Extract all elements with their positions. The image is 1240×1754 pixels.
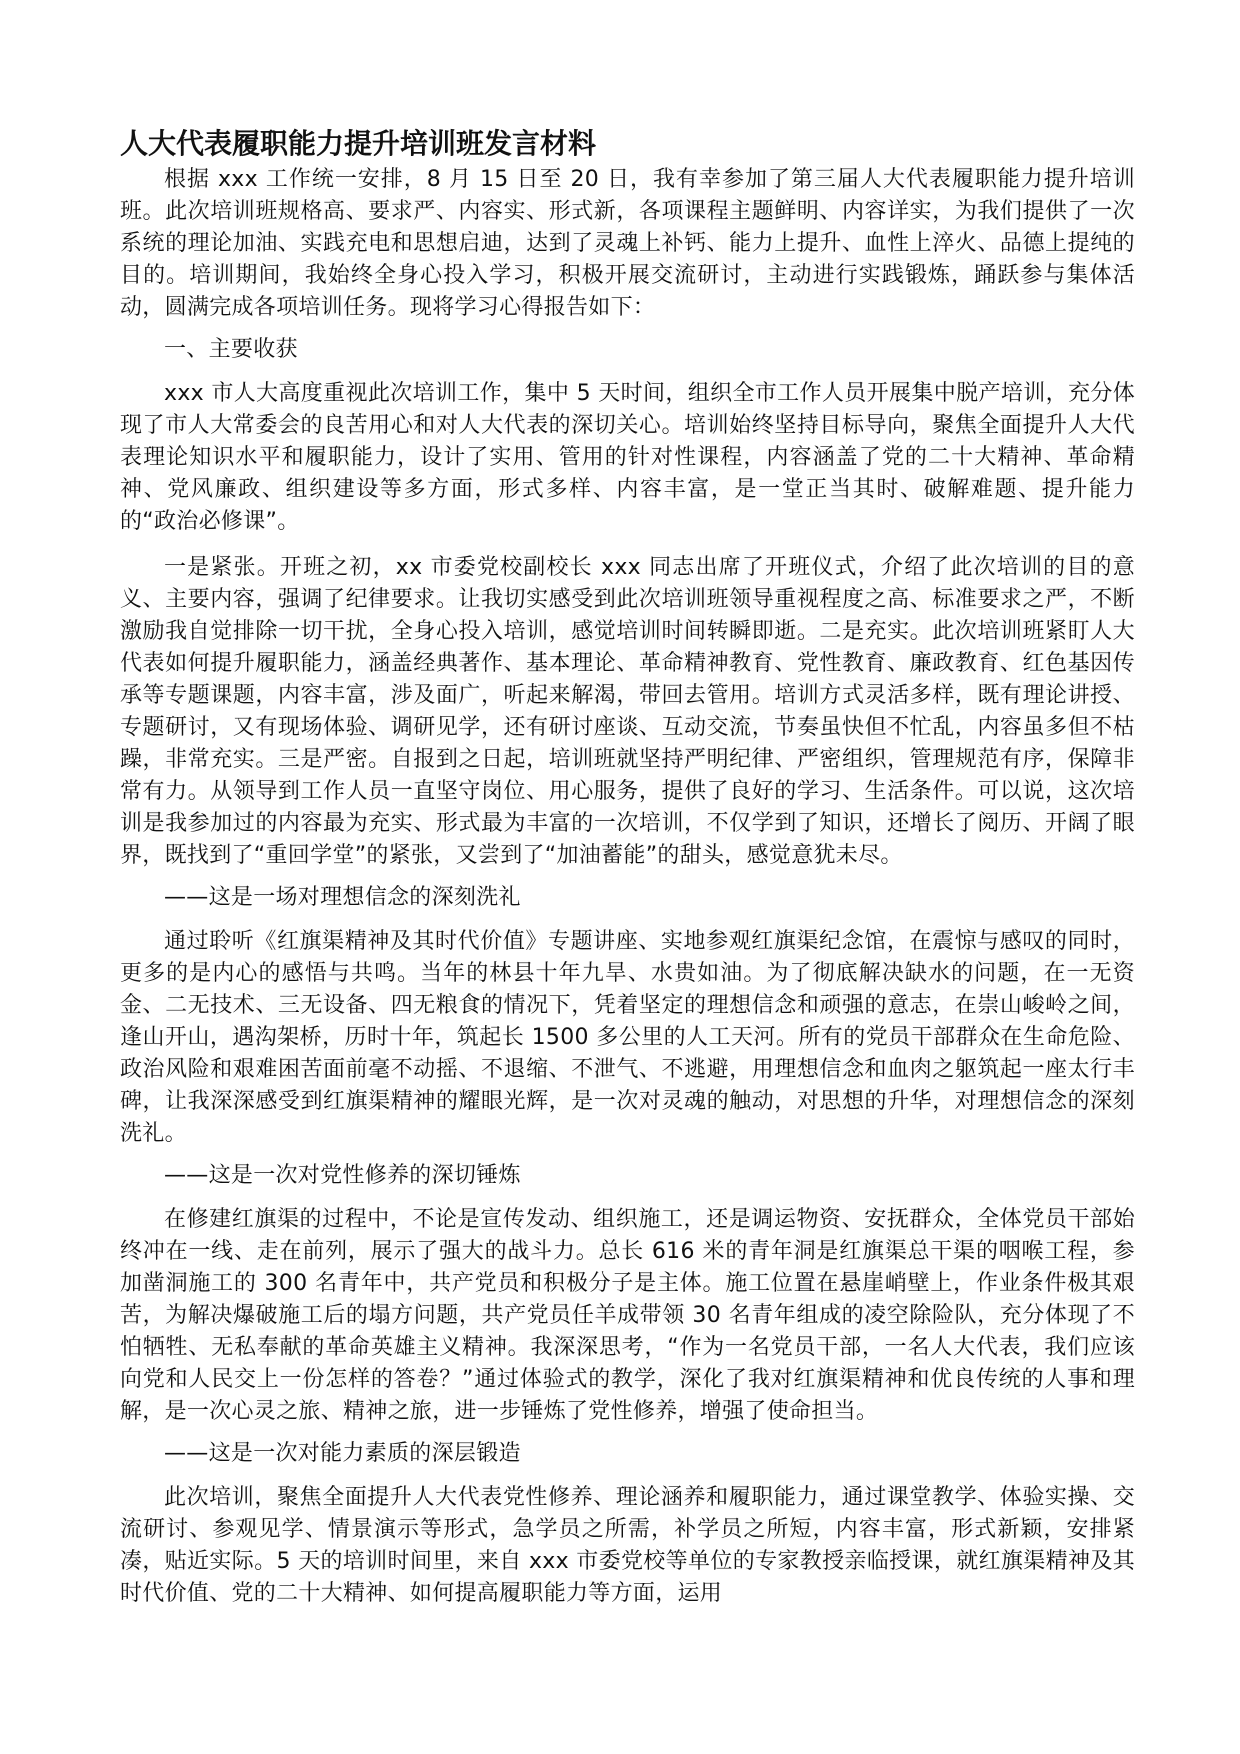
subheading-party-spirit: ——这是一次对党性修养的深切锤炼 [164,1163,521,1188]
subheading-ideals: ——这是一场对理想信念的深刻洗礼 [164,885,521,910]
body-paragraph: 一是紧张。开班之初，xx 市委党校副校长 xxx 同志出席了开班仪式，介绍了此次培训的目的意义、主要内容，强调了纪律要求。让我切实感受到此次培训班领导重视程度之高、标准要求之严，不断激励我自觉排除一切干扰，全身心投入培训，感觉培训时间转瞬即逝。二是充实。此次培训班紧盯人大代表如何提升履职能力，涵盖经典著作、基本理论、革命精神教育、党性教育、廉政教育、红色基因传承等专题课题，内容丰富，涉及面广，听起来解渴，带回去管用。培训方式灵活多样，既有理论讲授、专题研讨，又有现场体验、调研见学，还有研讨座谈、互动交流，节奏虽快但不忙乱，内容虽多但不枯躁，非常充实。三是严密。自报到之日起，培训班就坚持严明纪律、严密组织，管理规范有序，保障非常有力。从领导到工作人员一直坚守岗位、用心服务，提供了良好的学习、生活条件。可以说，这次培训是我参加过的内容最为充实、形式最为丰富的一次培训，不仅学到了知识，还增长了阅历、开阔了眼界，既找到了“重回学堂”的紧张，又尝到了“加油蓄能”的甜头，感觉意犹未尽。 [120,555,1135,868]
body-paragraph: 此次培训，聚焦全面提升人大代表党性修养、理论涵养和履职能力，通过课堂教学、体验实操、交流研讨、参观见学、情景演示等形式，急学员之所需，补学员之所短，内容丰富，形式新颖，安排紧凑，贴近实际。5 天的培训时间里，来自 xxx 市委党校等单位的专家教授亲临授课，就红旗渠精神及其时代价值、党的二十大精神、如何提高履职能力等方面，运用 [120,1485,1135,1606]
subheading-ability: ——这是一次对能力素质的深层锻造 [164,1441,521,1466]
section-heading-main-gains: 一、主要收获 [164,337,298,362]
document-title: 人大代表履职能力提升培训班发言材料 [120,127,597,160]
body-paragraph: xxx 市人大高度重视此次培训工作，集中 5 天时间，组织全市工作人员开展集中脱产培训，充分体现了市人大常委会的良苦用心和对人大代表的深切关心。培训始终坚持目标导向，聚焦全面提升人大代表理论知识水平和履职能力，设计了实用、管用的针对性课程，内容涵盖了党的二十大精神、革命精神、党风廉政、组织建设等多方面，形式多样、内容丰富，是一堂正当其时、破解难题、提升能力的“政治必修课”。 [120,381,1135,534]
body-paragraph: 在修建红旗渠的过程中，不论是宣传发动、组织施工，还是调运物资、安抚群众，全体党员干部始终冲在一线、走在前列，展示了强大的战斗力。总长 616 米的青年洞是红旗渠总干渠的咽喉工程，参加凿洞施工的 300 名青年中，共产党员和积极分子是主体。施工位置在悬崖峭壁上，作业条件极其艰苦，为解决爆破施工后的塌方问题，共产党员任羊成带领 30 名青年组成的凌空除险队，充分体现了不怕牺牲、无私奉献的革命英雄主义精神。我深深思考，“作为一名党员干部，一名人大代表，我们应该向党和人民交上一份怎样的答卷？”通过体验式的教学，深化了我对红旗渠精神和优良传统的人事和理解，是一次心灵之旅、精神之旅，进一步锤炼了党性修养，增强了使命担当。 [120,1207,1135,1424]
body-paragraph: 通过聆听《红旗渠精神及其时代价值》专题讲座、实地参观红旗渠纪念馆，在震惊与感叹的同时，更多的是内心的感悟与共鸣。当年的林县十年九旱、水贵如油。为了彻底解决缺水的问题，在一无资金、二无技术、三无设备、四无粮食的情况下，凭着坚定的理想信念和顽强的意志，在崇山峻岭之间，逢山开山，遇沟架桥，历时十年，筑起长 1500 多公里的人工天河。所有的党员干部群众在生命危险、政治风险和艰难困苦面前毫不动摇、不退缩、不泄气、不逃避，用理想信念和血肉之躯筑起一座太行丰碑，让我深深感受到红旗渠精神的耀眼光辉，是一次对灵魂的触动，对思想的升华，对理想信念的深刻洗礼。 [120,929,1135,1146]
document-page [120,126,1135,1610]
intro-paragraph: 根据 xxx 工作统一安排，8 月 15 日至 20 日，我有幸参加了第三届人大代表履职能力提升培训班。此次培训班规格高、要求严、内容实、形式新，各项课程主题鲜明、内容详实，为我们提供了一次系统的理论加油、实践充电和思想启迪，达到了灵魂上补钙、能力上提升、血性上淬火、品德上提纯的目的。培训期间，我始终全身心投入学习，积极开展交流研讨，主动进行实践锻炼，踊跃参与集体活动，圆满完成各项培训任务。现将学习心得报告如下： [120,167,1135,320]
